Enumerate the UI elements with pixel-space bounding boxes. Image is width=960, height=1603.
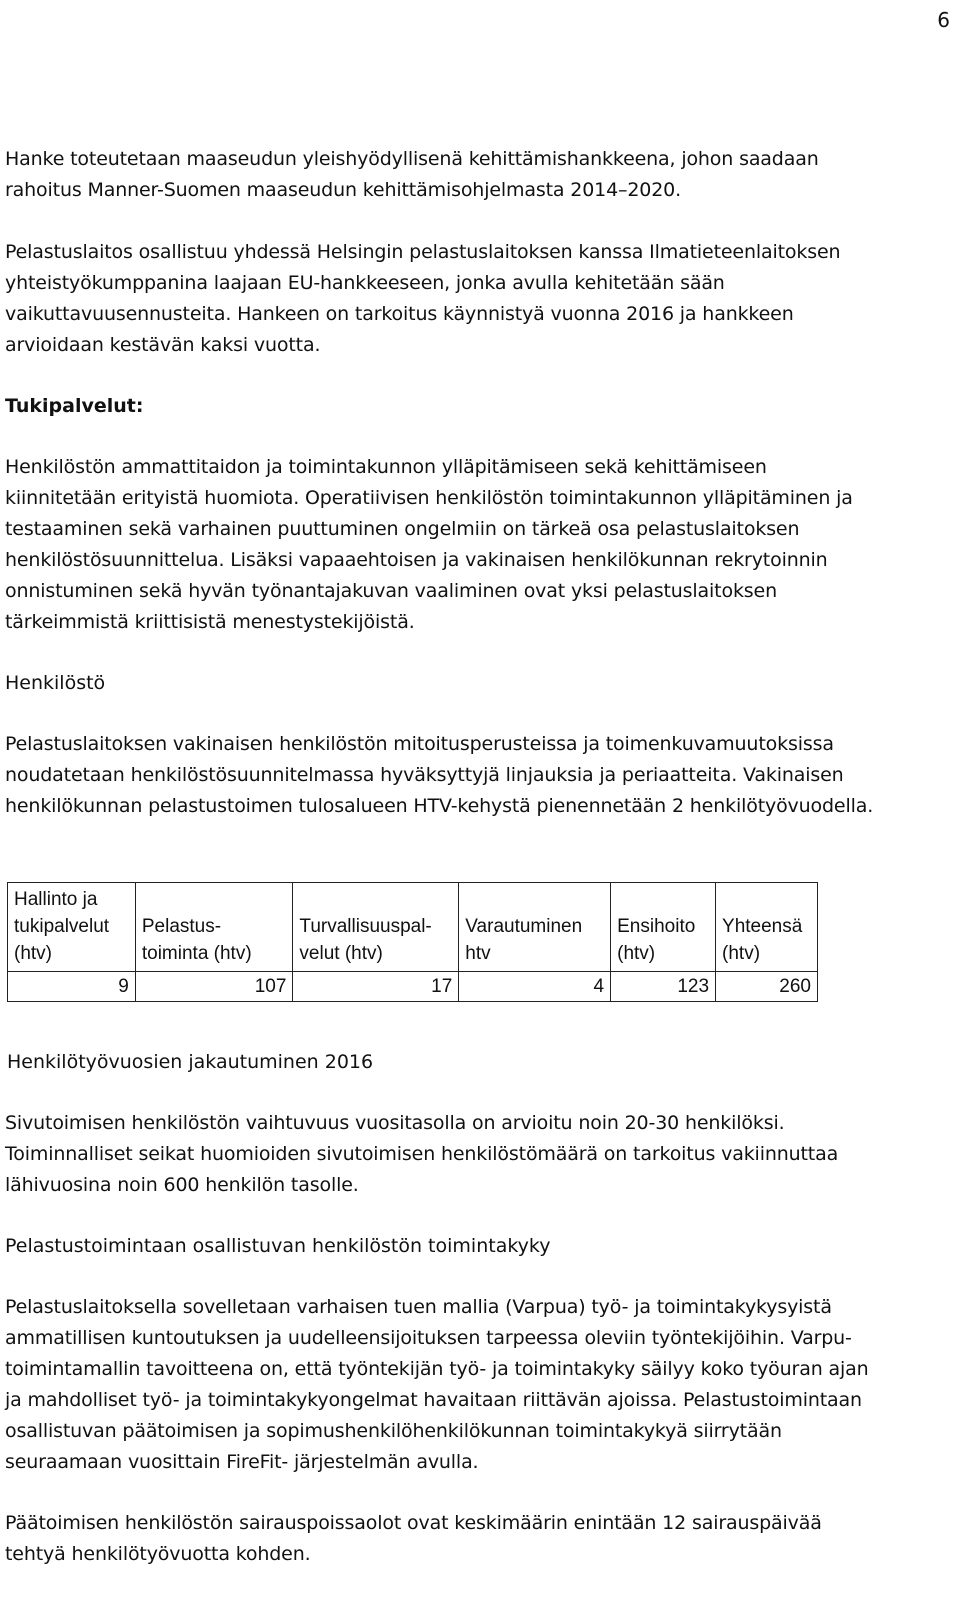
- table-caption: Henkilötyövuosien jakautuminen 2016: [7, 1051, 374, 1073]
- document-body: [5, 144, 883, 822]
- value-turvallisuuspalvelut: 17: [293, 972, 459, 1002]
- header-varautuminen: Varautuminen htv: [459, 883, 611, 972]
- document-body-lower: [5, 1108, 885, 1570]
- header-turvallisuuspalvelut: Turvallisuuspal- velut (htv): [293, 883, 459, 972]
- heading-tukipalvelut: Tukipalvelut:: [5, 395, 144, 417]
- paragraph-support-services: Henkilöstön ammattitaidon ja toimintakunnon ylläpitämiseen sekä kehittämiseen kiinnitetään erityistä huomiota. Operatiivisen henkilöstön toimintakunnon ylläpitäminen ja testaaminen sekä varhainen puuttuminen ongelmiin on tärkeä osa pelastuslaitoksen henkilöstösuunnittelua. Lisäksi vapaaehtoisen ja vakinaisen henkilökunnan rekrytoinnin onnistuminen sekä hyvän työnantajakuvan vaaliminen ovat yksi pelastuslaitoksen tärkeimmistä kriittisistä menestystekijöistä.: [5, 456, 853, 633]
- heading-toimintakyky: Pelastustoimintaan osallistuvan henkilöstön toimintakyky: [5, 1235, 551, 1257]
- paragraph-funding: Hanke toteutetaan maaseudun yleishyödyllisenä kehittämishankkeena, johon saadaan rahoitus Manner-Suomen maaseudun kehittämisohjelmasta 2014–2020.: [5, 148, 819, 201]
- table-header-row: [8, 883, 818, 972]
- heading-henkilosto: Henkilöstö: [5, 672, 106, 694]
- header-yhteensa: Yhteensä (htv): [716, 883, 818, 972]
- header-hallinto: Hallinto ja tukipalvelut (htv): [8, 883, 136, 972]
- staff-allocation-table: [7, 882, 818, 1002]
- paragraph-personnel: Pelastuslaitoksen vakinaisen henkilöstön mitoitusperusteissa ja toimenkuvamuutoksissa noudatetaan henkilöstösuunnitelmassa hyväksyttyjä linjauksia ja periaatteita. Vakinaisen henkilökunnan pelastustoimen tulosalueen HTV-kehystä pienennetään 2 henkilötyövuodella.: [5, 733, 874, 817]
- paragraph-varpu-model: Pelastuslaitoksella sovelletaan varhaisen tuen mallia (Varpua) työ- ja toimintakykysyistä ammatillisen kuntoutuksen ja uudelleensijoituksen tarpeessa oleviin työntekijöihin. Varpu- toimintamallin tavoitteena on, että työntekijän työ- ja toimintakyky säilyy koko työuran ajan ja mahdolliset työ- ja toimintakykyongelmat havaitaan riittävän ajoissa. Pelastustoimintaan osallistuvan päätoimisen ja sopimushenkilöhenkilökunnan toimintakykyä siirrytään seuraamaan vuosittain FireFit- järjestelmän avulla.: [5, 1296, 869, 1473]
- table-row: [8, 972, 818, 1002]
- paragraph-eu-project: Pelastuslaitos osallistuu yhdessä Helsingin pelastuslaitoksen kanssa Ilmatieteenlaitoksen yhteistyökumppanina laajaan EU-hankkeeseen, jonka avulla kehitetään sään vaikuttavuusennusteita. Hankeen on tarkoitus käynnistyä vuonna 2016 ja hankkeen arvioidaan kestävän kaksi vuotta.: [5, 241, 841, 356]
- paragraph-sick-leave: Päätoimisen henkilöstön sairauspoissaolot ovat keskimäärin enintään 12 sairauspäivää tehtyä henkilötyövuotta kohden.: [5, 1512, 822, 1565]
- value-hallinto: 9: [8, 972, 136, 1002]
- value-varautuminen: 4: [459, 972, 611, 1002]
- header-ensihoito: Ensihoito (htv): [611, 883, 716, 972]
- value-ensihoito: 123: [611, 972, 716, 1002]
- header-pelastustoiminta: Pelastus- toiminta (htv): [135, 883, 293, 972]
- page-number: 6: [937, 8, 950, 32]
- value-yhteensa: 260: [716, 972, 818, 1002]
- value-pelastustoiminta: 107: [135, 972, 293, 1002]
- paragraph-part-time-staff: Sivutoimisen henkilöstön vaihtuvuus vuositasolla on arvioitu noin 20-30 henkilöksi. Toiminnalliset seikat huomioiden sivutoimisen henkilöstömäärä on tarkoitus vakiinnuttaa lähivuosina noin 600 henkilön tasolle.: [5, 1112, 839, 1196]
